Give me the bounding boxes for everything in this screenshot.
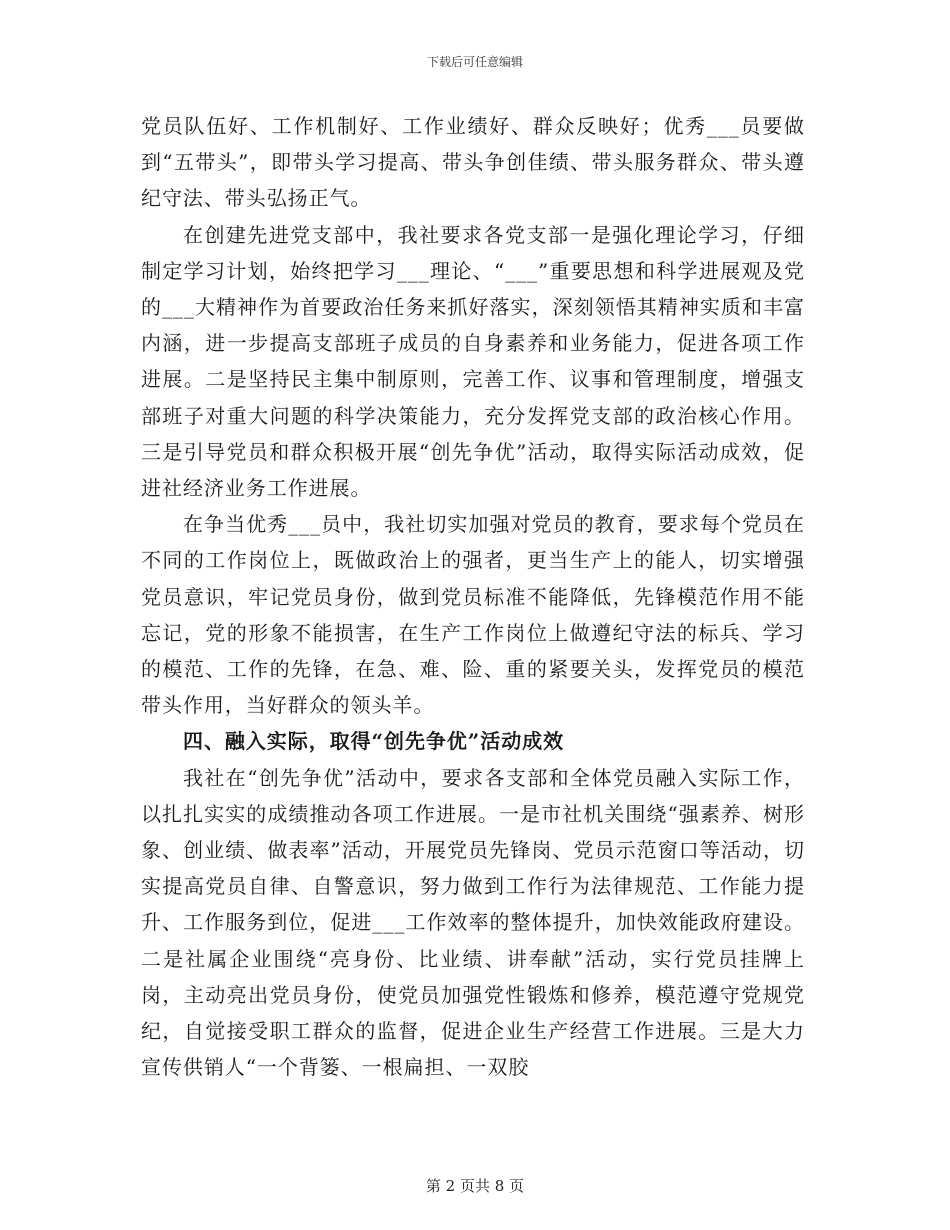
paragraph-3: 在争当优秀___员中，我社切实加强对党员的教育，要求每个党员在不同的工作岗位上，既做政治上的强者，更当生产上的能人，切实增强党员意识，牢记党员身份，做到党员标准不能降低，先锋模范作用不能忘记，党的形象不能损害，在生产工作岗位上做遵纪守法的标兵、学习的模范、工作的先锋，在急、难、险、重的紧要关头，发挥党员的模范带头作用，当好群众的领头羊。 [141, 512, 805, 718]
section-heading: 四、融入实际，取得“创先争优”活动成效 [183, 729, 565, 754]
paragraph-2: 在创建先进党支部中，我社要求各党支部一是强化理论学习，仔细制定学习计划，始终把学习___理论、“___”重要思想和科学进展观及党的___大精神作为首要政治任务来抓好落实，深刻领悟其精神实质和丰富内涵，进一步提高支部班子成员的自身素养和业务能力，促进各项工作进展。二是坚持民主集中制原则，完善工作、议事和管理制度，增强支部班子对重大问题的科学决策能力，充分发挥党支部的政治核心作用。三是引导党员和群众积极开展“创先争优”活动，取得实际活动成效，促进社经济业务工作进展。 [141, 222, 805, 501]
document-body [141, 108, 805, 1085]
page-footer: 第 2 页共 8 页 [425, 1177, 525, 1195]
page-header: 下载后可任意编辑 [426, 55, 523, 69]
paragraph-4: 我社在“创先争优”活动中，要求各支部和全体党员融入实际工作，以扎扎实实的成绩推动各项工作进展。一是市社机关围绕“强素养、树形象、创业绩、做表率”活动，开展党员先锋岗、党员示范窗口等活动，切实提高党员自律、自警意识，努力做到工作行为法律规范、工作能力提升、工作服务到位，促进___工作效率的整体提升，加快效能政府建设。二是社属企业围绕“亮身份、比业绩、讲奉献”活动，实行党员挂牌上岗，主动亮出党员身份，使党员加强党性锻炼和修养，模范遵守党规党纪，自觉接受职工群众的监督，促进企业生产经营工作进展。三是大力宣传供销人“一个背篓、一根扁担、一双胶 [141, 765, 805, 1080]
paragraph-1: 党员队伍好、工作机制好、工作业绩好、群众反映好；优秀___员要做到“五带头”，即带头学习提高、带头争创佳绩、带头服务群众、带头遵纪守法、带头弘扬正气。 [141, 114, 805, 211]
